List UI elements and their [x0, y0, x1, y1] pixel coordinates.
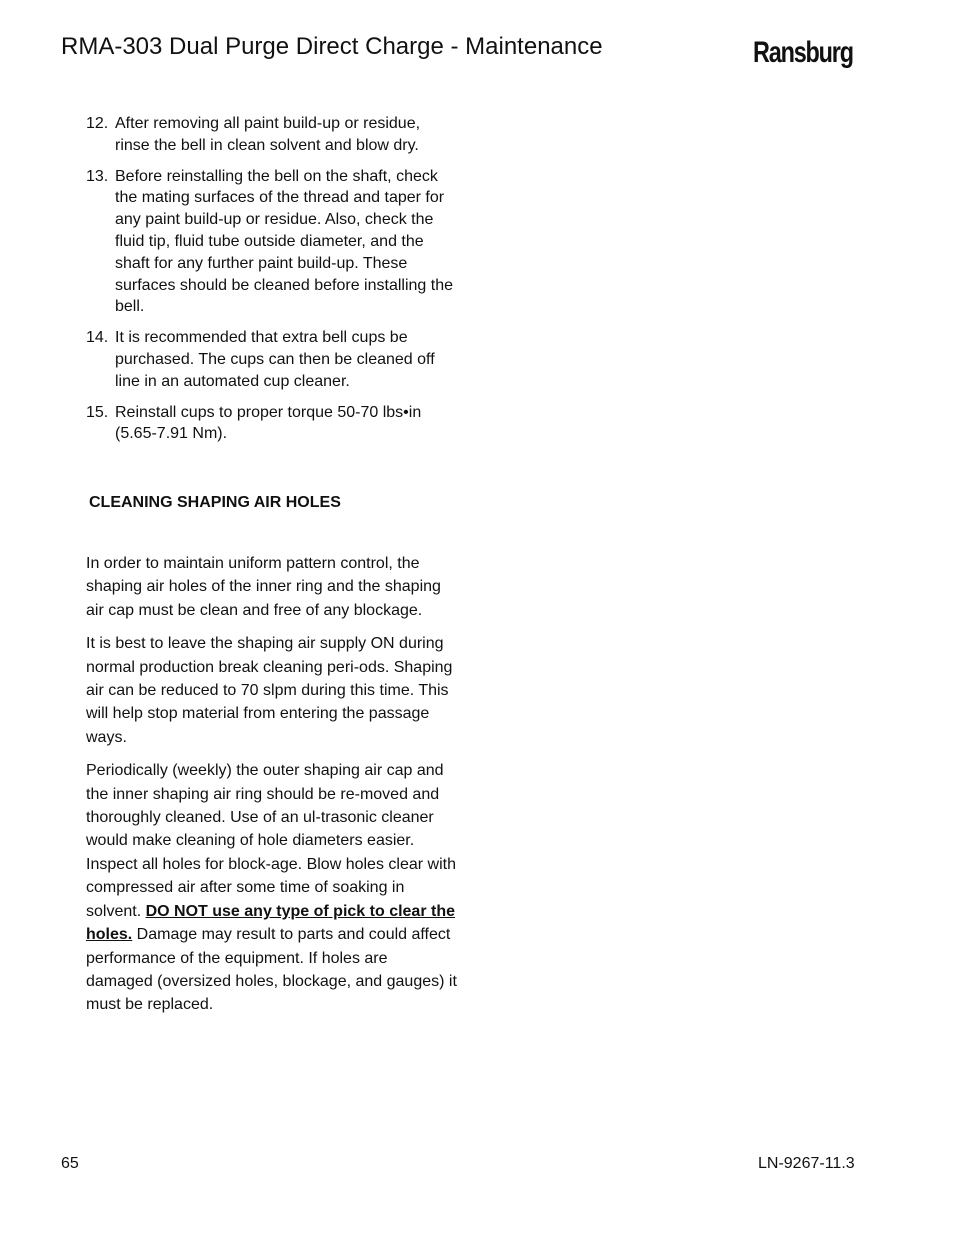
paragraph: It is best to leave the shaping air supply ON during normal production break cleaning peri-ods. Shaping air can be reduced to 70 slpm during this time. This will help stop material from entering the passage ways. — [86, 635, 453, 746]
page-number: 65 — [61, 1155, 79, 1172]
section-body — [86, 552, 458, 1027]
paragraph-text: Periodically (weekly) the outer shaping air cap and the inner shaping air ring should be re-moved and thoroughly cleaned. Use of an ul-trasonic cleaner would make cleaning of hole diameters easier. Inspect all holes for block-age. Blow holes clear with compressed air after some time of soaking in solvent. — [86, 762, 456, 920]
document-id: LN-9267-11.3 — [758, 1155, 855, 1172]
paragraph — [86, 759, 458, 1016]
list-item — [86, 402, 458, 446]
page-title: RMA-303 Dual Purge Direct Charge - Maintenance — [61, 33, 603, 60]
brand-logo: Ransburg — [753, 36, 853, 69]
list-item — [86, 113, 458, 157]
step-number: 12. — [86, 115, 109, 132]
step-text: Reinstall cups to proper torque 50-70 lbs•in (5.65-7.91 Nm). — [115, 403, 422, 443]
step-text: Before reinstalling the bell on the shaft, check the mating surfaces of the thread and taper for any paint build-up or residue. Also, check the fluid tip, fluid tube outside diameter, and the shaft for any further paint build-up. These surfaces should be cleaned before installing the bell. — [115, 167, 453, 316]
step-number: 14. — [86, 329, 109, 347]
list-item — [86, 166, 458, 319]
maintenance-steps-list — [86, 113, 458, 454]
step-text: After removing all paint build-up or residue, rinse the bell in clean solvent and blow dry. — [115, 115, 421, 154]
section-heading: CLEANING SHAPING AIR HOLES — [89, 494, 341, 511]
warning-text: DO NOT use any type of pick to clear the holes. — [86, 902, 455, 944]
step-number: 15. — [86, 403, 109, 421]
paragraph-text: Damage may result to parts and could affect performance of the equipment. If holes are damaged (oversized holes, blockage, and gauges) it must be replaced. — [86, 926, 457, 1014]
step-number: 13. — [86, 167, 109, 185]
paragraph: In order to maintain uniform pattern control, the shaping air holes of the inner ring and the shaping air cap must be clean and free of any blockage. — [86, 555, 441, 619]
list-item — [86, 327, 458, 392]
step-text: It is recommended that extra bell cups be purchased. The cups can then be cleaned off line in an automated cup cleaner. — [115, 329, 435, 390]
